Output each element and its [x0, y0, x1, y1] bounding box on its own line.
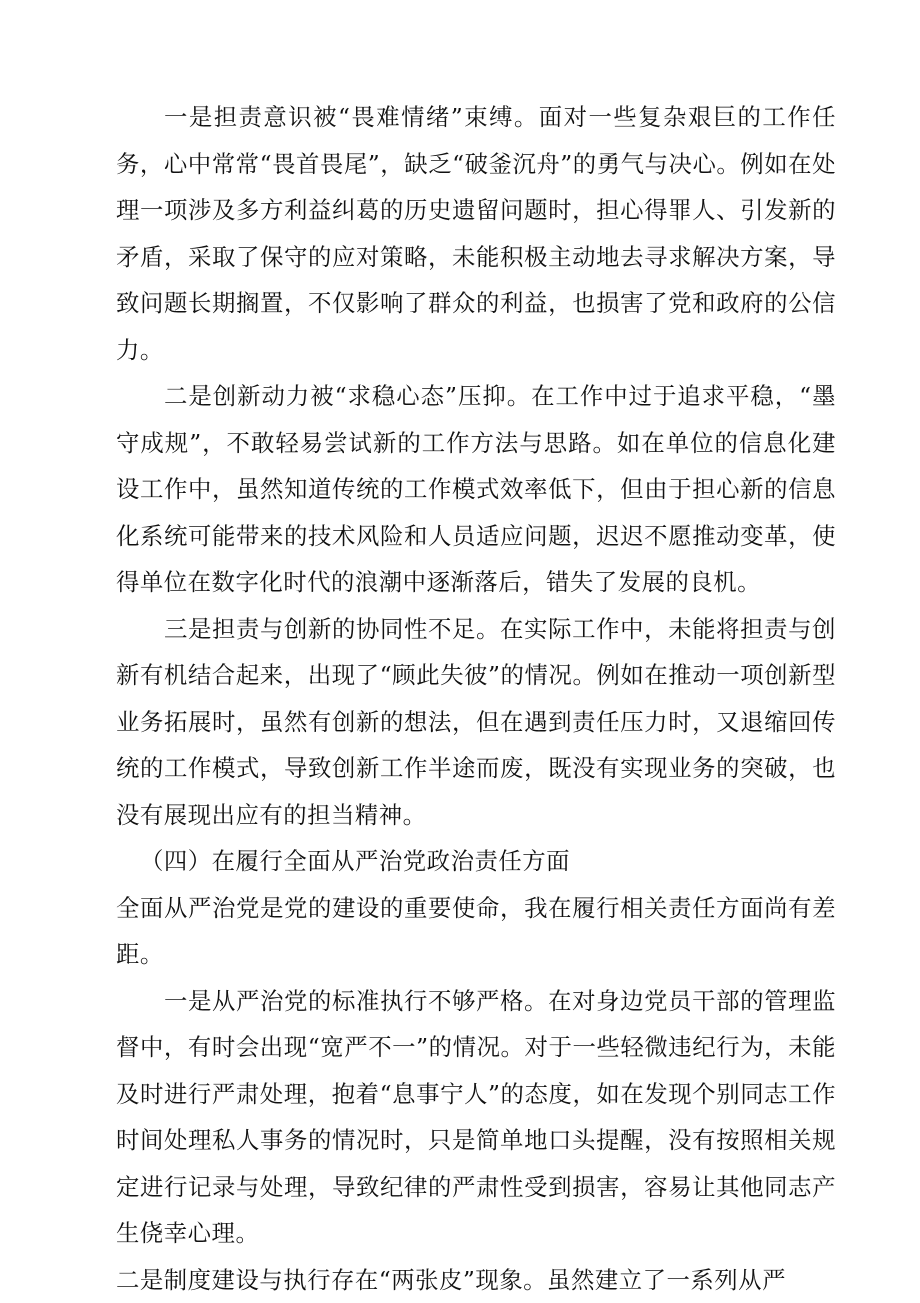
document-page: [116, 94, 836, 1303]
paragraph-innovation-stability: 二是创新动力被“求稳心态”压抑。在工作中过于追求平稳，“墨守成规”，不敢轻易尝试新的工作方法与思路。如在单位的信息化建设工作中，虽然知道传统的工作模式效率低下，但由于担心新的信息化系统可能带来的技术风险和人员适应问题，迟迟不愿推动变革，使得单位在数字化时代的浪潮中逐渐落后，错失了发展的良机。: [116, 373, 836, 606]
paragraph-system-two-skins: 二是制度建设与执行存在“两张皮”现象。虽然建立了一系列从严: [116, 1257, 836, 1303]
paragraph-responsibility-fear: 一是担责意识被“畏难情绪”束缚。面对一些复杂艰巨的工作任务，心中常常“畏首畏尾”，缺乏“破釜沉舟”的勇气与决心。例如在处理一项涉及多方利益纠葛的历史遗留问题时，担心得罪人、引发新的矛盾，采取了保守的应对策略，未能积极主动地去寻求解决方案，导致问题长期搁置，不仅影响了群众的利益，也损害了党和政府的公信力。: [116, 94, 836, 373]
section-heading: （四）在履行全面从严治党政治责任方面: [116, 838, 836, 885]
paragraph-standards-not-strict: 一是从严治党的标准执行不够严格。在对身边党员干部的管理监督中，有时会出现“宽严不一”的情况。对于一些轻微违纪行为，未能及时进行严肃处理，抱着“息事宁人”的态度，如在发现个别同志工作时间处理私人事务的情况时，只是简单地口头提醒，没有按照相关规定进行记录与处理，导致纪律的严肃性受到损害，容易让其他同志产生侥幸心理。: [116, 978, 836, 1257]
paragraph-party-governance-intro: 全面从严治党是党的建设的重要使命，我在履行相关责任方面尚有差距。: [116, 885, 836, 978]
paragraph-synergy-lacking: 三是担责与创新的协同性不足。在实际工作中，未能将担责与创新有机结合起来，出现了“顾此失彼”的情况。例如在推动一项创新型业务拓展时，虽然有创新的想法，但在遇到责任压力时，又退缩回传统的工作模式，导致创新工作半途而废，既没有实现业务的突破，也没有展现出应有的担当精神。: [116, 606, 836, 839]
